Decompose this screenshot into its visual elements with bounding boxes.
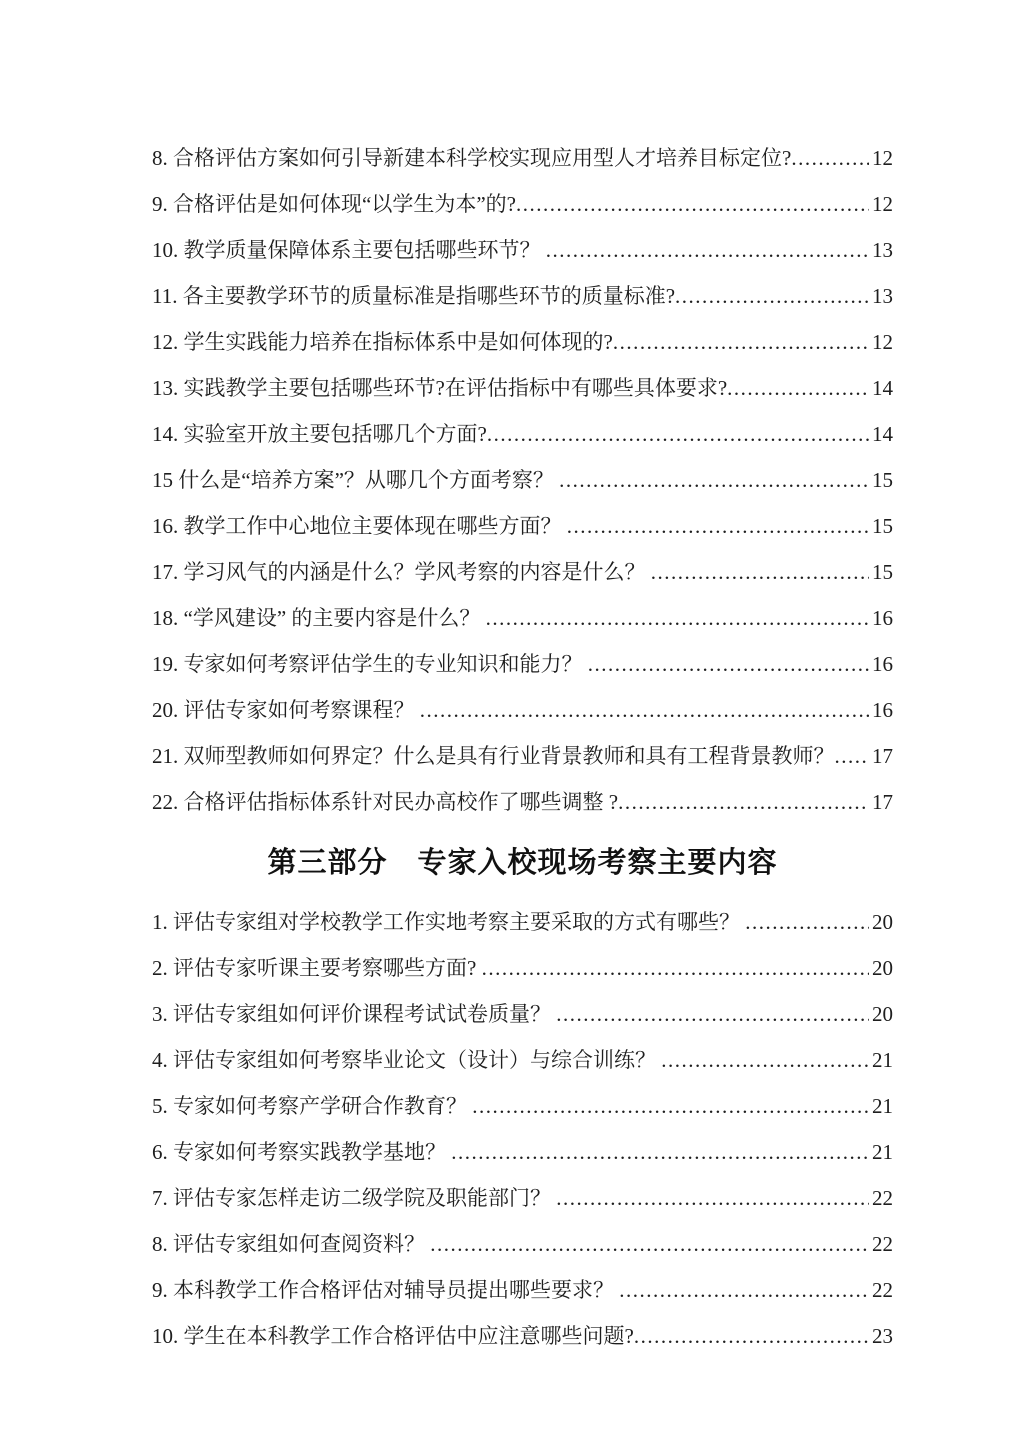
toc-entry	[152, 457, 893, 503]
dot-leader	[661, 1037, 869, 1083]
toc-entry	[152, 687, 893, 733]
toc-entry	[152, 319, 893, 365]
toc-entry	[152, 1267, 893, 1313]
toc-page-number: 12	[872, 330, 893, 354]
toc-entry	[152, 991, 893, 1037]
dot-leader	[472, 1083, 869, 1129]
dot-leader	[835, 733, 870, 779]
toc-entry-label: 7. 评估专家怎样走访二级学院及职能部门？	[152, 1186, 557, 1210]
dot-leader	[559, 457, 869, 503]
toc-page-number: 21	[872, 1140, 893, 1164]
dot-leader	[516, 181, 869, 227]
toc-page-number: 13	[872, 284, 893, 308]
toc-page-number: 15	[872, 468, 893, 492]
toc-entry-label: 20. 评估专家如何考察课程？	[152, 698, 420, 722]
dot-leader	[420, 687, 869, 733]
dot-leader	[556, 1175, 869, 1221]
dot-leader	[430, 1221, 869, 1267]
toc-entry	[152, 595, 893, 641]
toc-entry	[152, 945, 893, 991]
toc-page-number: 23	[872, 1324, 893, 1348]
toc-entry-label: 1. 评估专家组对学校教学工作实地考察主要采取的方式有哪些？	[152, 910, 746, 934]
toc-entry	[152, 273, 893, 319]
dot-leader	[634, 1313, 869, 1359]
toc-page-number: 14	[872, 422, 893, 446]
dot-leader	[546, 227, 869, 273]
dot-leader	[556, 991, 869, 1037]
toc-entry	[152, 1129, 893, 1175]
toc-page-number: 22	[872, 1186, 893, 1210]
toc-entry-label: 2. 评估专家听课主要考察哪些方面?	[152, 956, 482, 980]
toc-entry-label: 18. “学风建设” 的主要内容是什么？	[152, 606, 486, 630]
toc-entry	[152, 181, 893, 227]
dot-leader	[745, 899, 869, 945]
dot-leader	[451, 1129, 869, 1175]
toc-page-number: 16	[872, 698, 893, 722]
toc-entry	[152, 1083, 893, 1129]
toc-entry	[152, 1313, 893, 1359]
toc-page-number: 22	[872, 1278, 893, 1302]
toc-entry-label: 5. 专家如何考察产学研合作教育？	[152, 1094, 473, 1118]
table-of-contents	[152, 135, 893, 1359]
toc-entry-label: 3. 评估专家组如何评价课程考试试卷质量？	[152, 1002, 557, 1026]
dot-leader	[487, 411, 869, 457]
toc-entry-label: 8. 合格评估方案如何引导新建本科学校实现应用型人才培养目标定位?	[152, 146, 792, 170]
toc-page-number: 20	[872, 1002, 893, 1026]
toc-page-number: 17	[872, 744, 893, 768]
toc-page-number: 15	[872, 560, 893, 584]
toc-entry	[152, 899, 893, 945]
toc-entry-label: 10. 教学质量保障体系主要包括哪些环节？	[152, 238, 546, 262]
dot-leader	[618, 779, 869, 825]
toc-page-number: 12	[872, 192, 893, 216]
toc-entry	[152, 365, 893, 411]
toc-entry-label: 8. 评估专家组如何查阅资料？	[152, 1232, 431, 1256]
toc-page-number: 21	[872, 1048, 893, 1072]
dot-leader	[791, 135, 869, 181]
toc-entry-label: 17. 学习风气的内涵是什么？学风考察的内容是什么？	[152, 560, 651, 584]
toc-entry-label: 9. 合格评估是如何体现“以学生为本”的?	[152, 192, 516, 216]
toc-entry	[152, 227, 893, 273]
toc-page-number: 21	[872, 1094, 893, 1118]
toc-entry	[152, 503, 893, 549]
toc-page-number: 22	[872, 1232, 893, 1256]
toc-entry-label: 9. 本科教学工作合格评估对辅导员提出哪些要求？	[152, 1278, 620, 1302]
toc-entry-label: 22. 合格评估指标体系针对民办高校作了哪些调整 ?	[152, 790, 619, 814]
toc-entry	[152, 733, 893, 779]
toc-page-number: 17	[872, 790, 893, 814]
toc-entry-label: 11. 各主要教学环节的质量标准是指哪些环节的质量标准?	[152, 284, 676, 308]
dot-leader	[727, 365, 869, 411]
section-heading: 第三部分 专家入校现场考察主要内容	[267, 847, 778, 879]
toc-entry	[152, 779, 893, 825]
toc-entry-label: 14. 实验室开放主要包括哪几个方面?	[152, 422, 487, 446]
dot-leader	[482, 945, 869, 991]
toc-entry	[152, 641, 893, 687]
toc-entry	[152, 135, 893, 181]
toc-entry	[152, 1221, 893, 1267]
toc-page-number: 15	[872, 514, 893, 538]
toc-entry-label: 6. 专家如何考察实践教学基地？	[152, 1140, 452, 1164]
toc-page-number: 20	[872, 910, 893, 934]
toc-page-number: 20	[872, 956, 893, 980]
toc-entry-label: 13. 实践教学主要包括哪些环节?在评估指标中有哪些具体要求?	[152, 376, 728, 400]
toc-entry	[152, 1175, 893, 1221]
toc-entry	[152, 1037, 893, 1083]
toc-entry-label: 19. 专家如何考察评估学生的专业知识和能力？	[152, 652, 588, 676]
toc-entry-label: 10. 学生在本科教学工作合格评估中应注意哪些问题?	[152, 1324, 634, 1348]
dot-leader	[486, 595, 869, 641]
toc-page-number: 13	[872, 238, 893, 262]
toc-entry	[152, 549, 893, 595]
toc-entry-label: 12. 学生实践能力培养在指标体系中是如何体现的?	[152, 330, 613, 354]
dot-leader	[613, 319, 869, 365]
toc-page-number: 14	[872, 376, 893, 400]
dot-leader	[567, 503, 869, 549]
toc-entry-label: 4. 评估专家组如何考察毕业论文（设计）与综合训练？	[152, 1048, 662, 1072]
toc-entry	[152, 411, 893, 457]
dot-leader	[651, 549, 869, 595]
toc-entry-label: 16. 教学工作中心地位主要体现在哪些方面？	[152, 514, 567, 538]
dot-leader	[588, 641, 869, 687]
toc-page-number: 16	[872, 606, 893, 630]
dot-leader	[675, 273, 869, 319]
toc-entry-label: 21. 双师型教师如何界定？什么是具有行业背景教师和具有工程背景教师？	[152, 744, 835, 768]
toc-page-number: 16	[872, 652, 893, 676]
toc-page-number: 12	[872, 146, 893, 170]
toc-entry-label: 15 什么是“培养方案”？从哪几个方面考察？	[152, 468, 560, 492]
dot-leader	[619, 1267, 869, 1313]
